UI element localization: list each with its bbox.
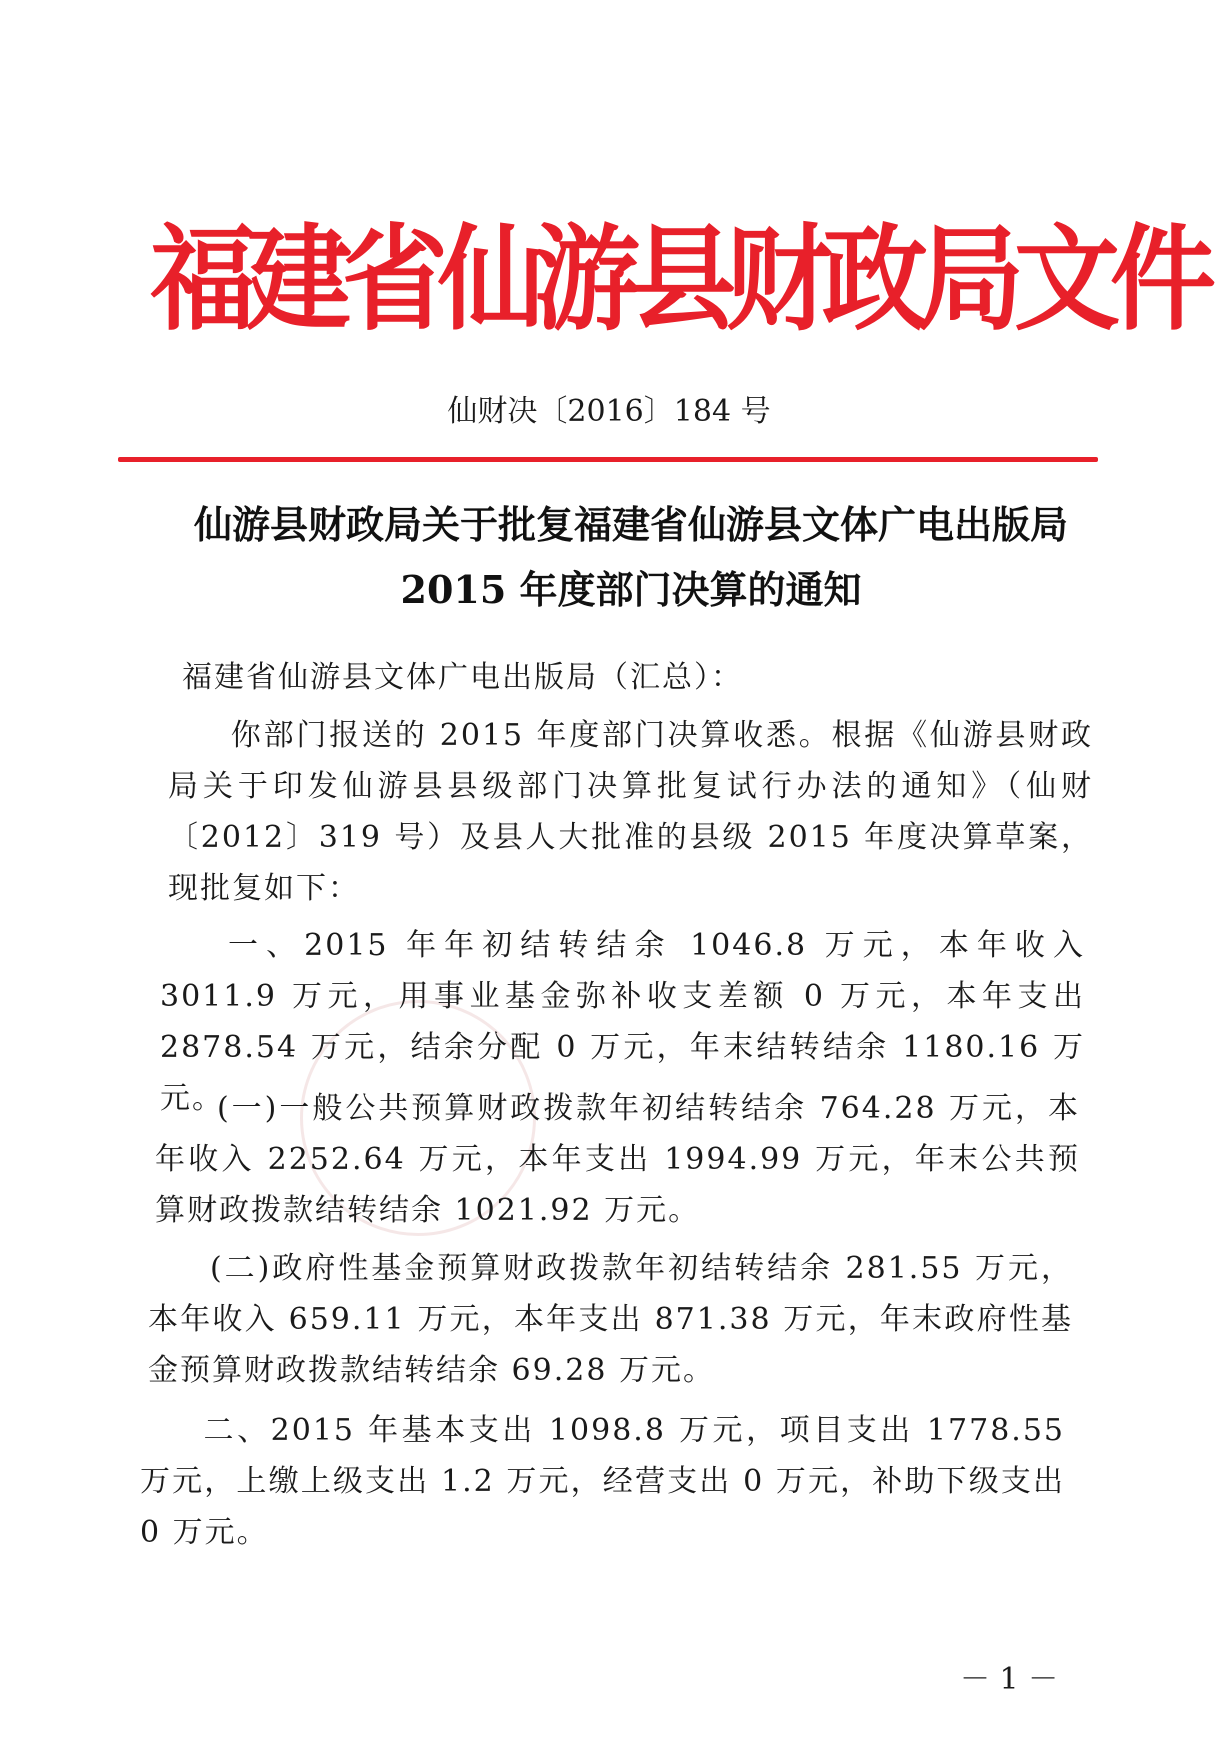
document-number: 仙财决〔2016〕184 号 [447, 394, 771, 429]
paragraph-section-2-text: 二、2015 年基本支出 1098.8 万元，项目支出 1778.55 万元，上缴上级支出 1.2 万元，经营支出 0 万元，补助下级支出 0 万元。 [140, 1413, 1065, 1550]
red-divider-line [118, 457, 1098, 462]
paragraph-subsection-1 [155, 1083, 1080, 1236]
notice-title-line-2: 2015 年度部门决算的通知 [400, 567, 862, 612]
page-number: － 1 － [960, 1662, 1059, 1697]
paragraph-section-2 [140, 1405, 1065, 1558]
paragraph-intro [168, 710, 1093, 914]
paragraph-subsection-1-text: (一)一般公共预算财政拨款年初结转结余 764.28 万元，本年收入 2252.64 万元，本年支出 1994.99 万元，年末公共预算财政拨款结转结余 1021.92 万元。 [155, 1091, 1080, 1228]
addressee: 福建省仙游县文体广电出版局（汇总）： [182, 660, 743, 695]
masthead-title: 福建省仙游县财政局文件 [150, 213, 1206, 346]
paragraph-intro-text: 你部门报送的 2015 年度部门决算收悉。根据《仙游县财政局关于印发仙游县县级部门决算批复试行办法的通知》（仙财〔2012〕319 号）及县人大批准的县级 2015 年度决算草案，现批复如下： [168, 718, 1093, 906]
paragraph-section-1-text: 一、2015 年年初结转结余 1046.8 万元，本年收入 3011.9 万元，用事业基金弥补收支差额 0 万元，本年支出 2878.54 万元，结余分配 0 万元，年末结转结余 1180.16 万元。 [160, 928, 1085, 1116]
paragraph-subsection-2 [148, 1243, 1073, 1396]
paragraph-subsection-2-text: (二)政府性基金预算财政拨款年初结转结余 281.55 万元，本年收入 659.11 万元，本年支出 871.38 万元，年末政府性基金预算财政拨款结转结余 69.28 万元。 [148, 1251, 1073, 1388]
notice-title-line-1: 仙游县财政局关于批复福建省仙游县文体广电出版局 [193, 502, 1068, 547]
